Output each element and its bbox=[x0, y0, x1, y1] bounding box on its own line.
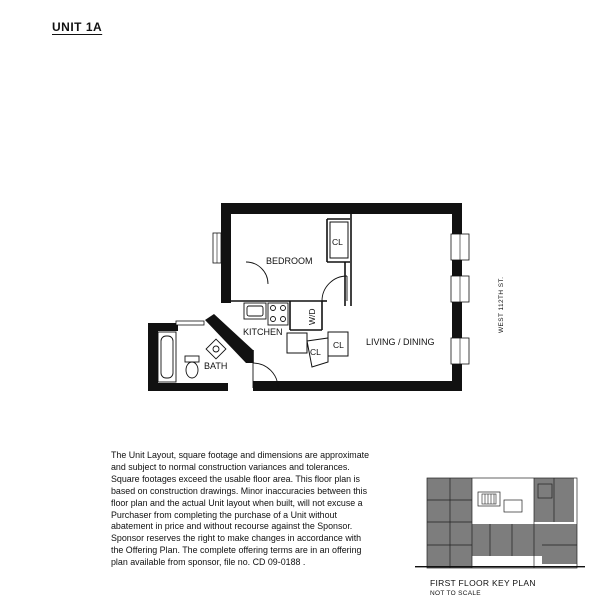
closet-label-entry: CL bbox=[333, 340, 344, 350]
key-plan-stairs bbox=[482, 494, 496, 504]
closet-label-bedroom: CL bbox=[332, 237, 343, 247]
street-label: WEST 112TH ST. bbox=[498, 276, 505, 333]
unit-title: UNIT 1A bbox=[52, 20, 103, 34]
key-plan-subtitle: NOT TO SCALE bbox=[430, 590, 481, 597]
key-plan-units bbox=[427, 478, 577, 568]
bath-label: BATH bbox=[204, 361, 228, 371]
key-plan-rule bbox=[415, 566, 585, 567]
closet-label-hall: CL bbox=[310, 347, 321, 357]
living-dining-label: LIVING / DINING bbox=[366, 337, 435, 347]
disclaimer-text: The Unit Layout, square footage and dimensions are approximate and subject to normal construction variances and tolerances. Square footages exceed the usable floor area. This floor plan is based on construction drawings. Minor inaccuracies between this floor plan and the actual Unit layout when built, will not excuse a Purchaser from completing the purchase of a Unit without abatement in price and without recourse against the Sponsor. Sponsor reserves the right to make changes in accordance with the Offering Plan. The complete offering terms are in an offering plan available from sponsor, file no. CD 09-0188 . bbox=[111, 450, 370, 568]
key-plan-title: FIRST FLOOR KEY PLAN bbox=[430, 578, 536, 588]
bedroom-label: BEDROOM bbox=[266, 256, 313, 266]
kitchen-label: KITCHEN bbox=[243, 327, 283, 337]
washer-dryer-label: W/D bbox=[307, 308, 317, 325]
